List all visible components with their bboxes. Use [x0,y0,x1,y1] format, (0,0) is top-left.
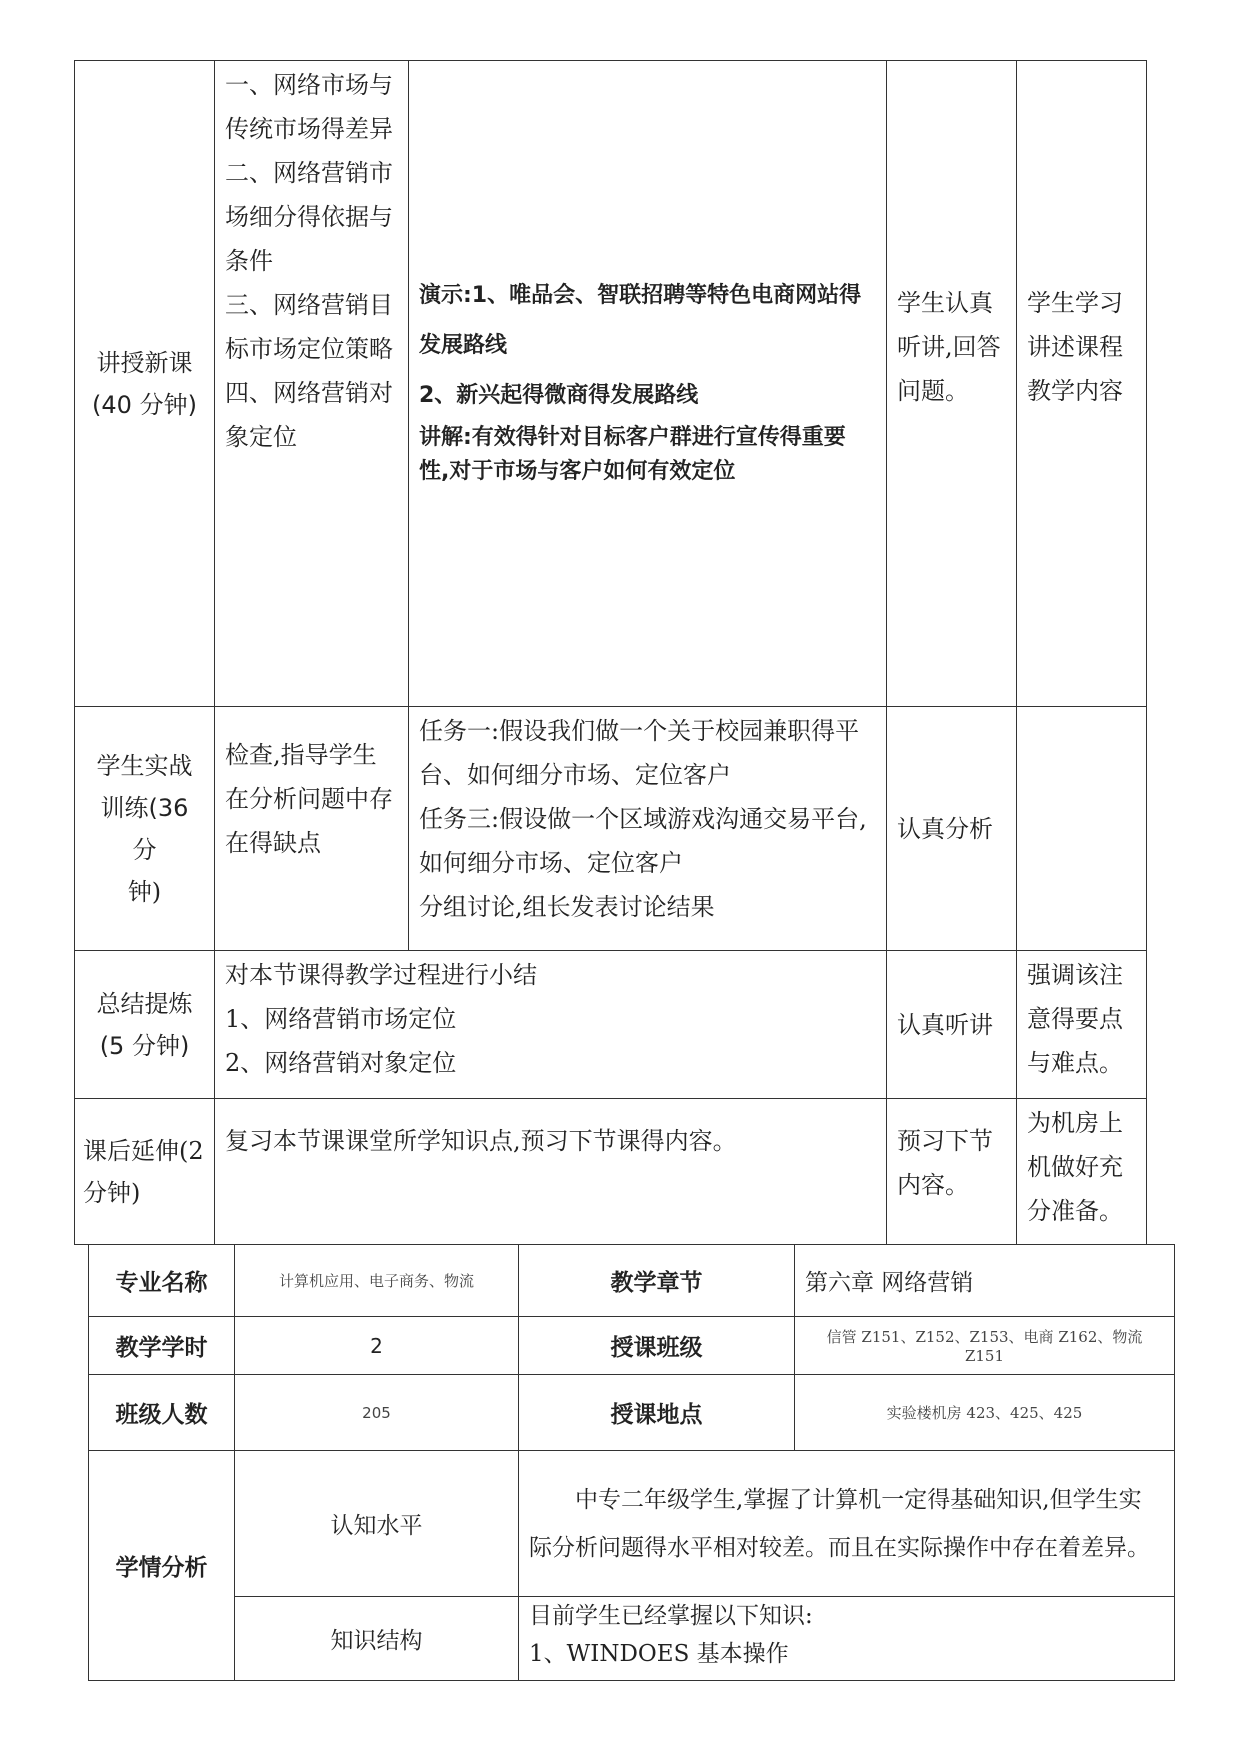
table-row [75,61,1147,707]
content-item: 分组讨论,组长发表讨论结果 [419,893,715,921]
table-row [89,1317,1175,1375]
student-activity-cell [887,707,1017,951]
table-row [89,1375,1175,1451]
content-item: 演示:1、唯品会、智联招聘等特色电商网站得发展路线 [419,283,862,358]
stage-label: 学生实战 [96,751,193,780]
stage-cell [75,61,215,707]
hours-value: 2 [235,1317,519,1375]
student-activity: 预习下节内容。 [897,1127,993,1199]
student-activity-cell [887,1099,1017,1245]
course-info-table [88,1244,1175,1681]
teacher-item: 四、网络营销对象定位 [225,379,393,451]
content-item: 讲解:有效得针对目标客户群进行宣传得重要性,对于市场与客户如何有效定位 [419,425,846,484]
stage-duration: 训练(36 分 [100,793,189,864]
stage-cell [75,707,215,951]
stage-label: 总结提炼 [96,989,193,1018]
cognitive-label: 认知水平 [235,1451,519,1597]
cognitive-value: 中专二年级学生,掌握了计算机一定得基础知识,但学生实际分析问题得水平相对较差。而且在实际操作中存在着差异。 [519,1451,1175,1597]
content-item: 2、网络营销对象定位 [225,1049,457,1077]
knowledge-line: 目前学生已经掌握以下知识: [529,1603,813,1629]
content-cell [215,951,887,1099]
teacher-activity-cell [215,707,409,951]
content-cell [409,61,887,707]
content-item: 2、新兴起得微商得发展路线 [419,383,699,408]
lesson-process-table [74,60,1147,1245]
teacher-item: 一、网络市场与传统市场得差异 [225,71,393,143]
teacher-item: 检查,指导学生在分析问题中存在得缺点 [225,741,393,857]
student-activity-cell [887,951,1017,1099]
place-value: 实验楼机房 423、425、425 [795,1375,1175,1451]
stage-cell [75,951,215,1099]
content-item: 任务一:假设我们做一个关于校园兼职得平台、如何细分市场、定位客户 [419,717,860,789]
design-intent: 为机房上机做好充分准备。 [1027,1109,1123,1225]
count-value: 205 [235,1375,519,1451]
analysis-label: 学情分析 [89,1451,235,1681]
stage-duration: (5 分钟) [99,1031,190,1060]
design-intent: 强调该注意得要点与难点。 [1027,961,1123,1077]
table-row [89,1245,1175,1317]
design-intent-cell [1017,707,1147,951]
table-row [89,1597,1175,1681]
content-cell [215,1099,887,1245]
stage-cell [75,1099,215,1245]
design-intent-cell [1017,61,1147,707]
content-item: 1、网络营销市场定位 [225,1005,457,1033]
place-label: 授课地点 [519,1375,795,1451]
teacher-item: 二、网络营销市场细分得依据与条件 [225,159,393,275]
content-item: 任务三:假设做一个区域游戏沟通交易平台,如何细分市场、定位客户 [419,805,867,877]
knowledge-line: 1、WINDOES 基本操作 [529,1641,789,1667]
major-label: 专业名称 [89,1245,235,1317]
stage-label: 课后延伸(2 [83,1136,204,1165]
student-activity: 学生认真听讲,回答问题。 [897,289,1001,405]
table-row [75,951,1147,1099]
student-activity: 认真听讲 [897,1010,993,1039]
content-cell [409,707,887,951]
table-row [75,707,1147,951]
table-row [75,1099,1147,1245]
knowledge-value [519,1597,1175,1681]
stage-duration: 分钟) [83,1178,141,1207]
count-label: 班级人数 [89,1375,235,1451]
design-intent-cell [1017,951,1147,1099]
teacher-item: 三、网络营销目标市场定位策略 [225,291,393,363]
teacher-activity-cell [215,61,409,707]
design-intent-cell [1017,1099,1147,1245]
student-activity-cell [887,61,1017,707]
knowledge-label: 知识结构 [235,1597,519,1681]
design-intent: 学生学习讲述课程教学内容 [1027,289,1123,405]
stage-duration: 钟) [127,877,162,906]
table-row [89,1451,1175,1597]
student-activity: 认真分析 [897,814,993,843]
hours-label: 教学学时 [89,1317,235,1375]
content-item: 对本节课得教学过程进行小结 [225,961,537,989]
stage-duration: (40 分钟) [92,390,197,419]
class-value: 信管 Z151、Z152、Z153、电商 Z162、物流 Z151 [795,1317,1175,1375]
class-label: 授课班级 [519,1317,795,1375]
stage-label: 讲授新课 [96,348,193,377]
major-value: 计算机应用、电子商务、物流 [235,1245,519,1317]
chapter-label: 教学章节 [519,1245,795,1317]
chapter-value: 第六章 网络营销 [795,1245,1175,1317]
content-item: 复习本节课课堂所学知识点,预习下节课得内容。 [225,1127,737,1155]
